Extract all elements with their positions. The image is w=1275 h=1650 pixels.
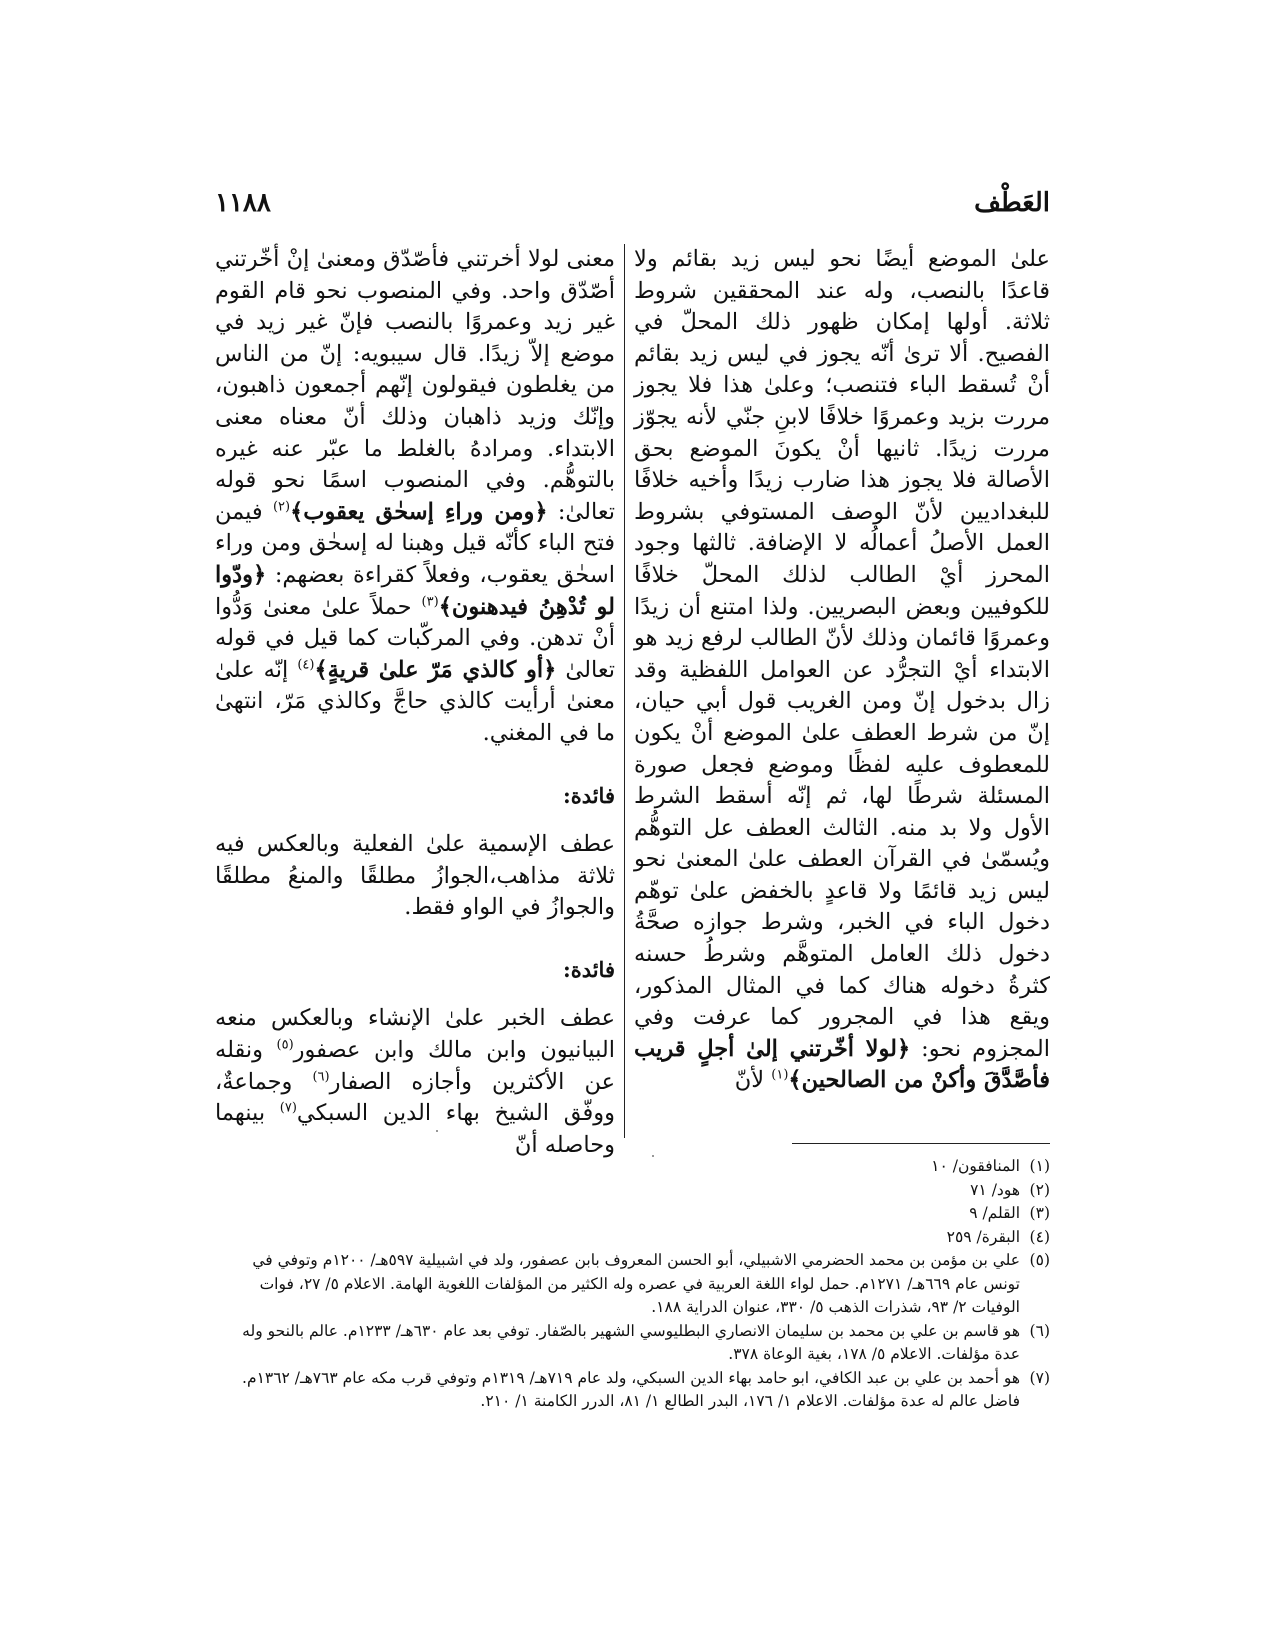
left-column-paragraph	[215, 244, 615, 750]
print-speck	[652, 1155, 654, 1157]
body-text: حملاً علىٰ معنىٰ وَدُّوا أنْ تدهن. وفي المركّبات كما قيل في قوله تعالىٰ	[215, 593, 615, 683]
footnote-text: هو قاسم بن علي بن محمد بن سليمان الانصاري البطليوسي الشهير بالصّفار. توفي بعد عام ٦٣٠هـ/ ١٢٣٣م. عالم بالنحو وله عدة مؤلفات. الاعلام ٥/ ١٧٨، بغية الوعاة ٣٧٨.	[242, 1321, 1020, 1363]
footnote-mark: (٤)	[1029, 1227, 1050, 1246]
body-text: علىٰ الموضع أيضًا نحو ليس زيد بقائم ولا قاعدًا بالنصب، وله عند المحققين شروط ثلاثة. أولها إمكان ظهور ذلك المحلّ في الفصيح. ألا ترىٰ أنّه يجوز في ليس زيد بقائم أنْ تُسقط الباء فتنصب؛ وعلىٰ هذا فلا يجوز مررت بزيد وعمروًا خلافًا لابنِ جنّي لأنه يجوّز مررت زيدًا. ثانيها أنْ يكونَ الموضع بحق الأصالة فلا يجوز هذا ضارب زيدًا وأخيه خلافًا للبغداديين لأنّ الوصف المستوفي بشروط العمل الأصلُ أعمالُه لا الإضافة. ثالثها وجود المحرز أيْ الطالب لذلك المحلّ خلافًا للكوفيين وبعض البصريين. ولذا امتنع أن زيدًا وعمروًا قائمان وذلك لأنّ الطالب لرفع زيد هو الابتداء أيْ التجرُّد عن العوامل اللفظية وقد زال بدخول إنّ ومن الغريب قول أبي حيان، إنّ من شرط العطف علىٰ الموضع أنْ يكون للمعطوف عليه لفظًا وموضع فجعل صورة المسئلة شرطًا لها، ثم إنّه أسقط الشرط الأول ولا بد منه. الثالث العطف عل التوهُّم ويُسمّىٰ في القرآن العطف علىٰ المعنىٰ نحو ليس زيد قائمًا ولا قاعدٍ بالخفض علىٰ توهّم دخول الباء في الخبر، وشرط جوازه صحَّةُ دخول ذلك العامل المتوهَّم وشرطُ حسنه كثرةُ دخوله هناك كما في المثال المذكور، ويقع هذا في المجرور كما عرفت وفي المجزوم نحو:	[634, 246, 1051, 1062]
chapter-title: العَطْف	[974, 188, 1050, 218]
footnote-ref[interactable]: (٤)	[297, 657, 315, 673]
section-heading: فائدة:	[562, 782, 615, 808]
footnote-text: القلم/ ٩	[969, 1204, 1020, 1222]
footnote-mark: (٣)	[1029, 1204, 1050, 1222]
footnote-mark: (١)	[1029, 1157, 1050, 1175]
print-speck	[436, 1130, 438, 1132]
footnote-ref[interactable]: (٦)	[312, 1069, 330, 1085]
body-text: ونقله عن الأكثرين وأجازه الصفار	[215, 1037, 616, 1095]
left-column-paragraph: عطف الإسمية علىٰ الفعلية وبالعكس فيه ثلاثة مذاهب،الجوازُ مطلقًا والمنعُ مطلقًا والجوازُ في الواو فقط.	[215, 831, 615, 921]
section-heading: فائدة:	[562, 956, 615, 982]
footnote-ref[interactable]: (٣)	[421, 594, 439, 610]
footnote-ref[interactable]: (٧)	[279, 1100, 297, 1116]
quran-quote: ﴿لولا أخّرتني إلىٰ أجلٍ قريب فأصَّدَّقَ وأكنْ من الصالحين﴾	[634, 1035, 1050, 1094]
footnote-divider	[792, 1143, 1050, 1144]
right-column-paragraph	[634, 244, 1050, 1097]
footnote-ref[interactable]: (١)	[771, 1067, 789, 1083]
running-header	[215, 188, 1050, 228]
footnote-mark: (٢)	[1029, 1180, 1050, 1199]
footnotes	[215, 1155, 1050, 1414]
quran-quote: ﴿ودّوا لو تُدْهِنُ فيدهنون﴾	[215, 561, 615, 620]
body-text: معنى لولا أخرتني فأصّدّق ومعنىٰ إنْ أخّرتني أصّدّق واحد. وفي المنصوب نحو قام القوم غير زيد وعمروًا بالنصب فإنّ غير زيد في موضع إلاّ زيدًا. قال سيبويه: إنّ من الناس من يغلطون فيقولون إنّهم أجمعون ذاهبون، وإنّك وزيد ذاهبان وذلك أنّ معناه معنى الابتداء. ومرادهُ بالغلط ما عبّر عنه غيره بالتوهُّم. وفي المنصوب اسمًا نحو قوله تعالىٰ:	[215, 246, 615, 525]
footnote-ref[interactable]: (٥)	[276, 1037, 294, 1053]
quran-quote: ﴿أو كالذي مَرّ علىٰ قريةٍ﴾	[314, 656, 557, 683]
body-text: إنّه علىٰ معنىٰ أرأيت كالذي حاجَّ وكالذي مَرّ، انتهىٰ ما في المغني.	[215, 656, 615, 746]
footnote	[215, 1179, 1050, 1203]
footnote-mark: (٦)	[1029, 1321, 1050, 1340]
footnote-text: هو أحمد بن علي بن عبد الكافي، ابو حامد بهاء الدين السبكي، ولد عام ٧١٩هـ/ ١٣١٩م وتوفي قرب مكه عام ٧٦٣هـ/ ١٣٦٢م. فاضل عالم له عدة مؤلفات. الاعلام ١/ ١٧٦، البدر الطالع ١/ ٨١، الدرر الكامنة ١/ ٢١٠.	[242, 1368, 1020, 1410]
footnote-text: البقرة/ ٢٥٩	[946, 1227, 1020, 1246]
footnote-text: علي بن مؤمن بن محمد الحضرمي الاشبيلي، أبو الحسن المعروف بابن عصفور، ولد في اشبيلية ٥٩٧هـ/ ١٢٠٠م وتوفي في تونس عام ٦٦٩هـ/ ١٢٧١م. حمل لواء اللغة العربية في عصره وله الكثير من المؤلفات اللغوية الهامة. الاعلام ٥/ ٢٧، فوات الوفيات ٢/ ٩٣، شذرات الذهب ٥/ ٣٣٠، عنوان الدراية ١٨٨.	[252, 1251, 1020, 1316]
page-number: ١١٨٨	[215, 188, 271, 218]
right-column	[634, 244, 1050, 1097]
left-column-paragraph	[215, 1003, 615, 1161]
body-text: فيمن فتح الباء كأنّه قيل وهبنا له إسحٰق ومن وراء اسحٰق يعقوب، وفعلاً كقراءة بعضهم:	[215, 498, 615, 588]
body-text: عطف الخبر علىٰ الإنشاء وبالعكس منعه البيانيون وابن مالك وابن عصفور	[215, 1005, 615, 1064]
footnote	[215, 1367, 1050, 1414]
body-text: بينهما وحاصله أنّ	[215, 1100, 615, 1158]
footnote-ref[interactable]: (٢)	[272, 499, 291, 515]
quran-quote: ﴿ومن وراءِ إسحٰق يعقوب﴾	[290, 498, 548, 525]
footnote	[215, 1202, 1050, 1226]
body-text: وجماعةٌ، ووفّق الشيخ بهاء الدين السبكي	[215, 1068, 615, 1127]
footnote	[215, 1155, 1050, 1179]
body-text: لأنّ	[734, 1067, 772, 1094]
left-column	[215, 244, 615, 1161]
footnote	[215, 1320, 1050, 1367]
footnote-text: المنافقون/ ١٠	[931, 1157, 1020, 1175]
footnote-mark: (٥)	[1029, 1251, 1050, 1269]
footnote	[215, 1249, 1050, 1320]
footnote-text: هود/ ٧١	[970, 1180, 1020, 1199]
footnote	[215, 1226, 1050, 1250]
column-divider	[624, 244, 625, 1138]
footnote-mark: (٧)	[1029, 1368, 1050, 1387]
